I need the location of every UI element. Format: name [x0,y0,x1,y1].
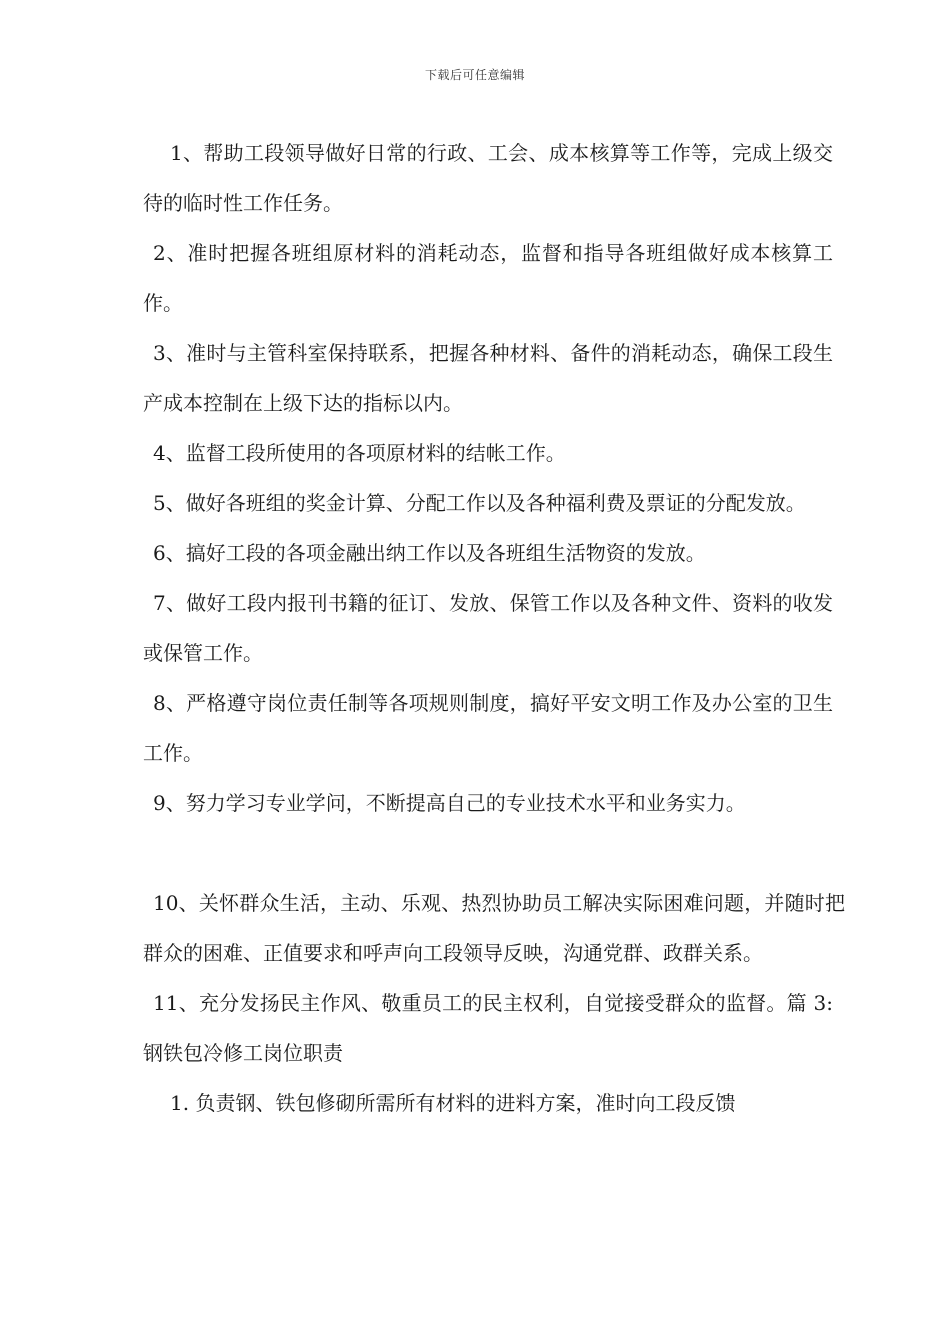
paragraph-10: 10、关怀群众生活，主动、乐观、热烈协助员工解决实际困难问题，并随时把群众的困难、正值要求和呼声向工段领导反映，沟通党群、政群关系。 [143,891,845,965]
paragraph-6: 6、搞好工段的各项金融出纳工作以及各班组生活物资的发放。 [153,541,706,565]
paragraph-9: 9、努力学习专业学问，不断提高自己的专业技术水平和业务实力。 [153,791,746,815]
paragraph-12: 1. 负责钢、铁包修砌所需所有材料的进料方案，准时向工段反馈 [170,1091,736,1115]
paragraph-4: 4、监督工段所使用的各项原材料的结帐工作。 [153,441,566,465]
paragraph-3: 3、准时与主管科室保持联系，把握各种材料、备件的消耗动态，确保工段生产成本控制在上级下达的指标以内。 [143,341,833,415]
paragraph-8: 8、严格遵守岗位责任制等各项规则制度，搞好平安文明工作及办公室的卫生工作。 [143,691,833,765]
paragraph-2: 2、准时把握各班组原材料的消耗动态，监督和指导各班组做好成本核算工作。 [143,241,833,315]
page-header-note: 下载后可任意编辑 [424,68,525,82]
document-body [143,128,845,1128]
paragraph-7: 7、做好工段内报刊书籍的征订、发放、保管工作以及各种文件、资料的收发或保管工作。 [143,591,833,665]
paragraph-11: 11、充分发扬民主作风、敬重员工的民主权利，自觉接受群众的监督。篇 3:钢铁包冷修工岗位职责 [143,991,833,1065]
paragraph-5: 5、做好各班组的奖金计算、分配工作以及各种福利费及票证的分配发放。 [153,491,806,515]
paragraph-1: 1、帮助工段领导做好日常的行政、工会、成本核算等工作等，完成上级交待的临时性工作任务。 [143,141,833,215]
